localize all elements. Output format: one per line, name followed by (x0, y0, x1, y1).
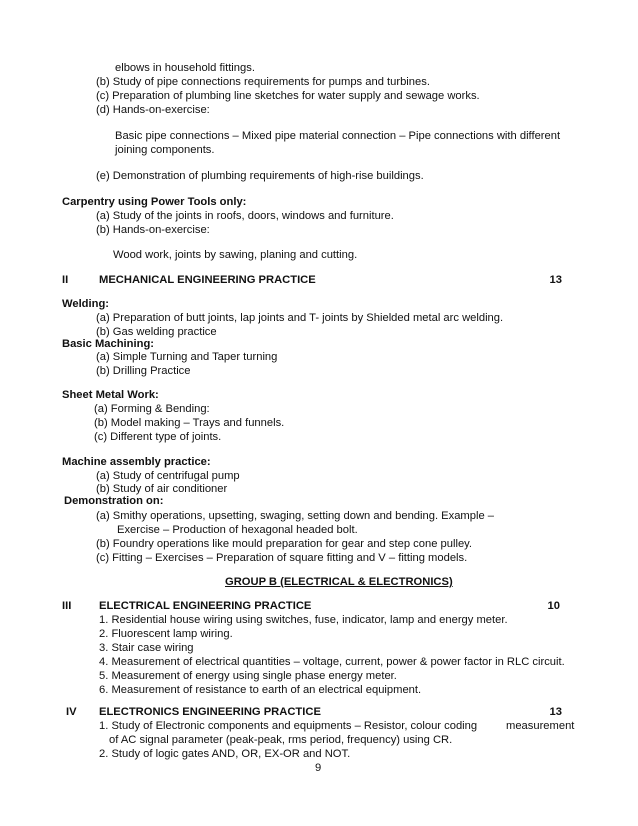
section-iv-title: ELECTRONICS ENGINEERING PRACTICE (99, 706, 321, 718)
section-ii-title: MECHANICAL ENGINEERING PRACTICE (99, 274, 316, 286)
section-iv-numeral: IV (66, 706, 77, 718)
demonstration-item-c: (c) Fitting – Exercises – Preparation of square fitting and V – fitting models. (96, 552, 468, 564)
welding-item-a: (a) Preparation of butt joints, lap joints and T- joints by Shielded metal arc welding. (96, 312, 504, 324)
carpentry-item-b: (b) Hands-on-exercise: (96, 224, 210, 236)
section-iii-item: 3. Stair case wiring (99, 642, 194, 654)
assembly-item-b: (b) Study of air conditioner (96, 483, 228, 495)
demonstration-item-a-cont: Exercise – Production of hexagonal headed bolt. (117, 524, 358, 536)
plumbing-item-d-detail-cont: joining components. (115, 144, 215, 156)
section-iii-item: 4. Measurement of electrical quantities – voltage, current, power & power factor in RLC circuit. (99, 656, 565, 668)
section-iii-hours: 10 (547, 600, 560, 612)
machining-item-a: (a) Simple Turning and Taper turning (96, 351, 278, 363)
sheet-metal-heading: Sheet Metal Work: (62, 389, 159, 401)
demonstration-item-b: (b) Foundry operations like mould preparation for gear and step cone pulley. (96, 538, 473, 550)
carpentry-heading: Carpentry using Power Tools only: (62, 196, 247, 208)
demonstration-item-a: (a) Smithy operations, upsetting, swaging, setting down and bending. Example – (96, 510, 495, 522)
carpentry-item-a: (a) Study of the joints in roofs, doors, windows and furniture. (96, 210, 394, 222)
section-iii-numeral: III (62, 600, 72, 612)
group-b-heading: GROUP B (ELECTRICAL & ELECTRONICS) (225, 576, 453, 588)
welding-item-b: (b) Gas welding practice (96, 326, 217, 338)
plumbing-item-d: (d) Hands-on-exercise: (96, 104, 210, 116)
section-iv-item-1-tail: measurement (506, 720, 575, 732)
machining-item-b: (b) Drilling Practice (96, 365, 191, 377)
section-iii-item: 5. Measurement of energy using single phase energy meter. (99, 670, 397, 682)
section-iv-hours: 13 (549, 706, 562, 718)
demonstration-heading: Demonstration on: (64, 495, 164, 507)
section-ii-numeral: II (62, 274, 69, 286)
section-iv-item-2: 2. Study of logic gates AND, OR, EX-OR and NOT. (99, 748, 351, 760)
section-iv-item-1: 1. Study of Electronic components and equipments – Resistor, colour coding (99, 720, 478, 732)
section-iii-item: 2. Fluorescent lamp wiring. (99, 628, 233, 640)
sheet-metal-item-c: (c) Different type of joints. (94, 431, 222, 443)
plumbing-item-e: (e) Demonstration of plumbing requirements of high-rise buildings. (96, 170, 424, 182)
assembly-heading: Machine assembly practice: (62, 456, 211, 468)
welding-heading: Welding: (62, 298, 110, 310)
sheet-metal-item-a: (a) Forming & Bending: (94, 403, 210, 415)
assembly-item-a: (a) Study of centrifugal pump (96, 470, 240, 482)
carpentry-item-b-detail: Wood work, joints by sawing, planing and cutting. (113, 249, 358, 261)
machining-heading: Basic Machining: (62, 338, 155, 350)
section-iv-item-1-cont: of AC signal parameter (peak-peak, rms period, frequency) using CR. (109, 734, 453, 746)
section-ii-hours: 13 (549, 274, 562, 286)
plumbing-item-a-continued: elbows in household fittings. (115, 62, 255, 74)
section-iii-item: 6. Measurement of resistance to earth of an electrical equipment. (99, 684, 422, 696)
sheet-metal-item-b: (b) Model making – Trays and funnels. (94, 417, 285, 429)
plumbing-item-b: (b) Study of pipe connections requirements for pumps and turbines. (96, 76, 430, 88)
section-iii-item: 1. Residential house wiring using switches, fuse, indicator, lamp and energy meter. (99, 614, 508, 626)
plumbing-item-c: (c) Preparation of plumbing line sketches for water supply and sewage works. (96, 90, 480, 102)
plumbing-item-d-detail: Basic pipe connections – Mixed pipe material connection – Pipe connections with different (115, 130, 561, 142)
section-iii-title: ELECTRICAL ENGINEERING PRACTICE (99, 600, 312, 612)
page-number: 9 (315, 762, 322, 774)
